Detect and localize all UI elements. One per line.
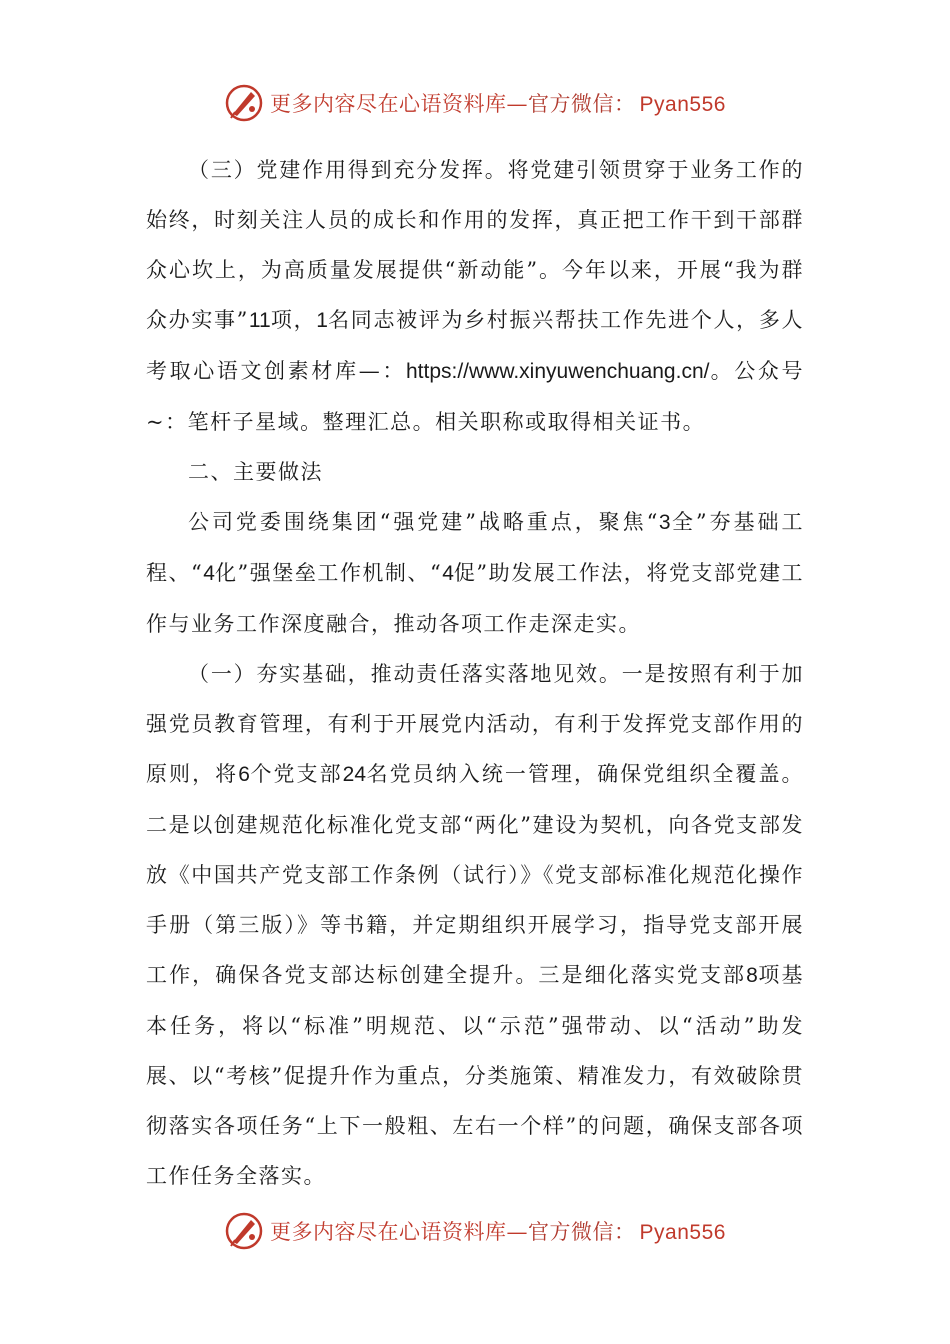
header-banner	[0, 78, 950, 128]
quill-logo-icon	[224, 1211, 264, 1251]
paragraph-foundation: （一）夯实基础，推动责任落实落地见效。一是按照有利于加强党员教育管理，有利于开展党内活动，有利于发挥党支部作用的原则，将6个党支部24名党员纳入统一管理，确保党组织全覆盖。二是以创建规范化标准化党支部“两化”建设为契机，向各党支部发放《中国共产党支部工作条例（试行）》《党支部标准化规范化操作手册（第三版）》等书籍，并定期组织开展学习，指导党支部开展工作，确保各党支部达标创建全提升。三是细化落实党支部8项基本任务，将以“标准”明规范、以“示范”强带动、以“活动”助发展、以“考核”促提升作为重点，分类施策、精准发力，有效破除贯彻落实各项任务“上下一般粗、左右一个样”的问题，确保支部各项工作任务全落实。	[146, 662, 805, 1188]
source-url: https://www.xinyuwenchuang.cn/	[405, 360, 710, 383]
banner-text: 更多内容尽在心语资料库—官方微信： Pyan556	[270, 1220, 726, 1244]
paragraph-party-role: （三）党建作用得到充分发挥。将党建引领贯穿于业务工作的始终，时刻关注人员的成长和作用的发挥，真正把工作干到干部群众心坎上，为高质量发展提供“新动能”。今年以来，开展“我为群众办实事”11项，1名同志被评为乡村振兴帮扶工作先进个人，多人考取心语文创素材库—：https://www.xinyuwenchuang.cn/。公众号~：笔杆子星域。整理汇总。相关职称或取得相关证书。	[146, 158, 805, 434]
section-heading-main-practices: 二、主要做法	[188, 460, 323, 484]
banner-text: 更多内容尽在心语资料库—官方微信： Pyan556	[270, 92, 726, 116]
document-body	[146, 145, 804, 1201]
quill-logo-icon	[224, 83, 264, 123]
paragraph-overview: 公司党委围绕集团“强党建”战略重点，聚焦“3全”夯基础工程、“4化”强堡垒工作机制、“4促”助发展工作法，将党支部党建工作与业务工作深度融合，推动各项工作走深走实。	[146, 510, 804, 636]
footer-banner	[0, 1206, 950, 1256]
